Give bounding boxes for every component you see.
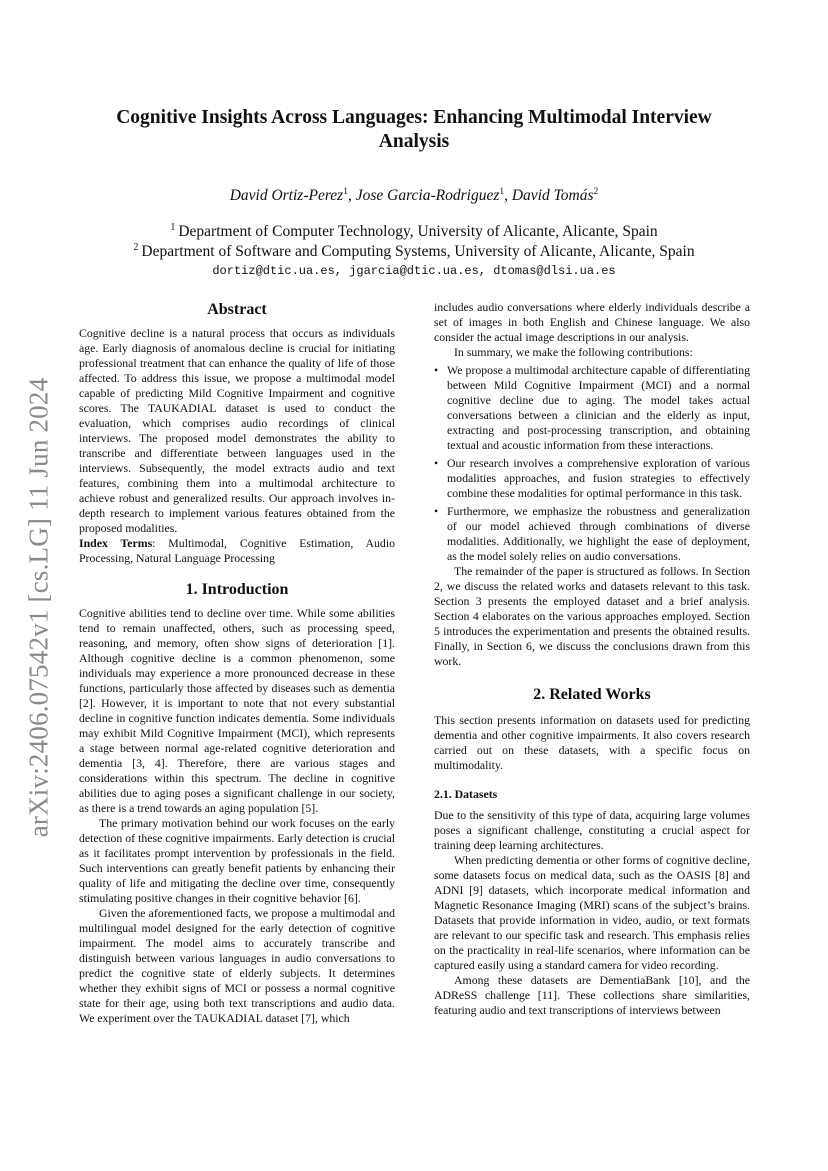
body-paragraph: The remainder of the paper is structured as follows. In Section 2, we discuss the related works and datasets relevant to this task. Section 3 presents the employed dataset and a brief analysis. Section 4 elaborates on the various approaches employed. Section 5 introduces the experimentation and presents the obtained results. Finally, in Section 6, we discuss the conclusions drawn from this work. xyxy=(434,564,750,668)
list-item xyxy=(434,363,750,453)
author-separator: , xyxy=(347,187,356,205)
author-separator: , xyxy=(504,187,512,205)
author-affiliation-mark: 1 xyxy=(499,187,505,197)
arxiv-stamp xyxy=(24,365,54,850)
affiliation xyxy=(80,222,748,241)
affiliation-text: Department of Software and Computing Systems, University of Alicante, Alicante, Spain xyxy=(141,243,695,261)
paper-title: Cognitive Insights Across Languages: Enhancing Multimodal Interview Analysis xyxy=(116,107,712,152)
body-paragraph: This section presents information on datasets used for predicting dementia and other cognitive impairments. It also covers research carried out on these datasets, with a specific focus on multimodality. xyxy=(434,713,750,772)
contributions-list xyxy=(434,363,750,564)
list-item-text: Furthermore, we emphasize the robustness and generalization of our model achieved through combinations of diverse modalities. Additionally, we highlight the ease of deployment, as the model solely relies on audio conversations. xyxy=(447,504,750,563)
body-paragraph: Cognitive abilities tend to decline over time. While some abilities tend to remain unaffected, others, such as processing speed, reasoning, and memory, often show signs of deterioration [1]. Although cognitive decline is a common phenomenon, some individuals may experience a more pronounced decrease in these functions, particularly those affected by diseases such as dementia [2]. However, it is important to note that not every substantial decline in cognitive function indicates dementia. Some individuals may exhibit Mild Cognitive Impairment (MCI), which represents a stage between normal age-related cognitive deterioration and dementia [3, 4]. Therefore, there are various stages and considerations within this spectrum. The decline in cognitive abilities due to aging poses a significant challenge in our society, as there is a trend towards an aging population [5]. xyxy=(79,606,395,815)
datasets-subheading: 2.1. Datasets xyxy=(434,787,498,801)
abstract-heading: Abstract xyxy=(207,301,267,318)
affiliation-mark: 1 xyxy=(170,222,176,233)
body-paragraph: includes audio conversations where elderly individuals describe a set of images in both English and Chinese language. We also consider the actual image descriptions in our analysis. xyxy=(434,300,750,344)
index-terms-text: : Multimodal, Cognitive Estimation, Audio Processing, Natural Language Processing xyxy=(79,536,395,565)
abstract-text: Cognitive decline is a natural process that occurs as individuals age. Early diagnosis of anomalous decline is crucial for initiating professional treatment that can enhance the quality of life of those affected. To address this issue, we propose a multimodal model capable of predicting Mild Cognitive Impairment and cognitive scores. The TAUKADIAL dataset is used to conduct the evaluation, which comprises audio recordings of clinical interviews. The proposed model demonstrates the ability to transcribe and differentiate between languages used in the interviews. Subsequently, the model extracts audio and text features, combining them into a multimodal architecture to achieve robust and generalized results. Our approach involves in-depth research to implement various features obtained from the proposed modalities. xyxy=(79,326,395,535)
author-emails[interactable]: dortiz@dtic.ua.es, jgarcia@dtic.ua.es, dtomas@dlsi.ua.es xyxy=(212,264,616,278)
affiliation-text: Department of Computer Technology, University of Alicante, Alicante, Spain xyxy=(178,223,658,241)
list-item xyxy=(434,456,750,501)
arxiv-identifier[interactable]: arXiv:2406.07542v1 [cs.LG] 11 Jun 2024 xyxy=(23,377,54,838)
affiliation-mark: 2 xyxy=(133,242,139,253)
bullet-icon: • xyxy=(434,504,439,518)
body-paragraph: The primary motivation behind our work focuses on the early detection of these cognitive impairments. Early detection is crucial as it facilitates prompt intervention by professionals in the field. Such interventions can greatly benefit patients by enhancing their quality of life and mitigating the decline over time, consequently stimulating positive changes in their cognitive behavior [6]. xyxy=(79,816,395,905)
author-affiliation-mark: 1 xyxy=(343,187,348,197)
related-works-heading: 2. Related Works xyxy=(533,686,651,703)
contributions-intro: In summary, we make the following contributions: xyxy=(454,345,693,359)
index-terms xyxy=(79,536,395,566)
author-name: Jose Garcia-Rodriguez xyxy=(355,187,500,205)
body-paragraph: Due to the sensitivity of this type of data, acquiring large volumes poses a significant challenge, constituting a crucial aspect for training deep learning architectures. xyxy=(434,808,750,852)
body-paragraph: Given the aforementioned facts, we propose a multimodal and multilingual model designed for the early detection of cognitive impairment. The model aims to accurately transcribe and distinguish between various languages in audio conversations to predict the cognitive state of elderly subjects. It determines whether they exhibit signs of MCI or possess a normal cognitive state for their age, using both text transcriptions and audio data. We experiment over the TAUKADIAL dataset [7], which xyxy=(79,906,395,1025)
author-affiliation-mark: 2 xyxy=(593,187,599,197)
author-name: David Tomás xyxy=(511,187,594,205)
index-terms-label: Index Terms xyxy=(79,536,153,550)
left-column xyxy=(79,300,395,1026)
body-paragraph: Among these datasets are DementiaBank [10], and the ADReSS challenge [11]. These collections share similarities, featuring audio and text transcriptions of interviews between xyxy=(434,973,750,1017)
list-item xyxy=(434,504,750,564)
right-column xyxy=(434,300,750,1018)
bullet-icon: • xyxy=(434,456,439,470)
introduction-heading: 1. Introduction xyxy=(185,581,289,598)
list-item-text: Our research involves a comprehensive exploration of various modalities approaches, and fusion strategies to effectively combine these modalities for optimal performance in this task. xyxy=(447,456,750,500)
list-item-text: We propose a multimodal architecture capable of differentiating between Mild Cognitive Impairment (MCI) and a normal cognitive decline due to aging. The model takes actual conversations between a clinician and the elderly as input, extracting and post-processing transcription, and obtaining textual and acoustic information from these interactions. xyxy=(447,363,750,452)
bullet-icon: • xyxy=(434,363,439,377)
author-list xyxy=(80,187,748,205)
author-name: David Ortiz-Perez xyxy=(229,187,344,205)
body-paragraph: When predicting dementia or other forms of cognitive decline, some datasets focus on medical data, such as the OASIS [8] and ADNI [9] datasets, which incorporate medical information and Magnetic Resonance Imaging (MRI) scans of the subject’s brains. Datasets that provide information in video, audio, or text formats are relevant to our specific task and research. This emphasis relies on the practicality in real-life scenarios, where information can be captured easily using a standard camera for video recording. xyxy=(434,853,750,972)
affiliation xyxy=(80,242,748,261)
